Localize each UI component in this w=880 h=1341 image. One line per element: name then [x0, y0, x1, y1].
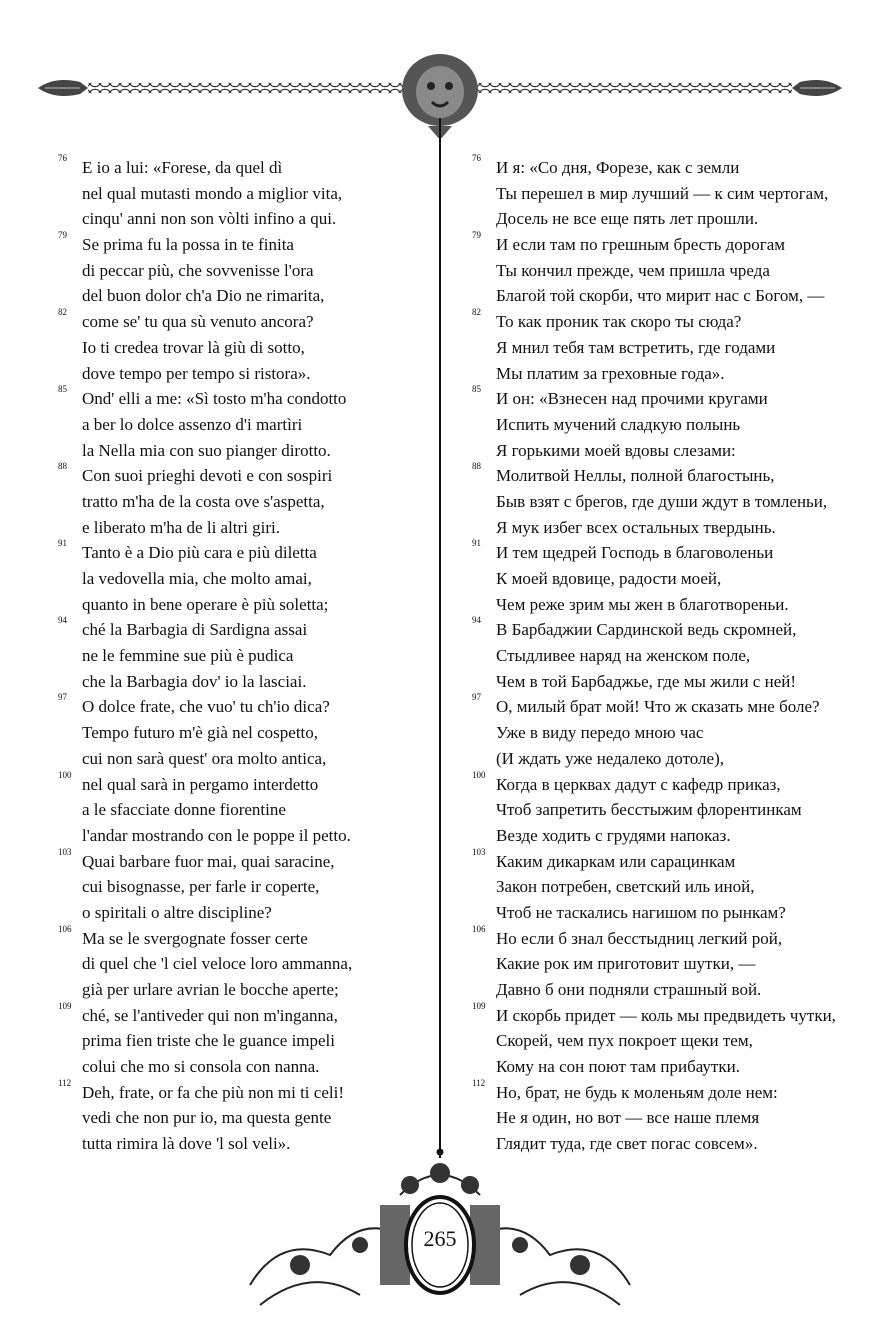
- verse-line: ne le femmine sue più è pudica: [82, 646, 294, 666]
- page-number: 265: [423, 1226, 457, 1251]
- verse-line: quanto in bene operare è più soletta;: [82, 594, 329, 614]
- verse-line: ché, se l'antiveder qui non m'inganna,: [82, 1005, 338, 1025]
- verse-line: vedi che non pur io, ma questa gente: [82, 1108, 332, 1128]
- verse-number: 109: [472, 1000, 486, 1011]
- verse-number: 100: [58, 769, 72, 780]
- tercet: [58, 615, 422, 694]
- tercet: [58, 461, 422, 540]
- verse-line: Досель не все еще пять лет прошли.: [496, 209, 759, 229]
- verse-number: 76: [472, 153, 481, 163]
- verse-number: 85: [58, 384, 67, 395]
- verse-number: 112: [58, 1077, 72, 1088]
- verse-line: Не я один, но вот — все наше племя: [496, 1108, 760, 1128]
- verse-line: colui che mo si consola con nanna.: [82, 1057, 320, 1077]
- verse-line: cinqu' anni non son vòlti infino a qui.: [82, 209, 337, 229]
- verse-line: Я мук избег всех остальных твердынь.: [496, 517, 776, 537]
- verse-line: Глядит туда, где свет погас совсем».: [496, 1134, 758, 1154]
- verse-line: Con suoi prieghi devoti e con sospiri: [82, 466, 333, 486]
- verse-line: O dolce frate, che vuo' tu ch'io dica?: [82, 697, 330, 717]
- verse-line: la Nella mia con suo pianger dirotto.: [82, 440, 331, 460]
- verse-line: o spiritali o altre discipline?: [82, 902, 272, 922]
- tercet: [472, 153, 856, 232]
- tercet: [58, 384, 422, 463]
- verse-line: tutta rimira là dove 'l sol veli».: [82, 1134, 291, 1154]
- verse-line: nel qual sarà in pergamo interdetto: [82, 774, 319, 794]
- verse-number: 76: [58, 153, 67, 163]
- right-finial-icon: [792, 80, 842, 96]
- column-divider: [436, 118, 444, 1158]
- verse-line: dove tempo per tempo si ristora».: [82, 363, 311, 383]
- verse-line: Стыдливее наряд на женском поле,: [496, 646, 751, 666]
- left-finial-icon: [38, 80, 88, 96]
- verse-number: 91: [58, 538, 67, 549]
- verse-line: Ты кончил прежде, чем пришла чреда: [496, 260, 770, 280]
- verse-line: И я: «Со дня, Форезе, как с земли: [496, 158, 740, 177]
- verse-number: 94: [58, 615, 67, 626]
- verse-line: Quai barbare fuor mai, quai saracine,: [82, 851, 335, 871]
- verse-line: e liberato m'ha de li altri giri.: [82, 517, 281, 537]
- verse-line: la vedovella mia, che molto amai,: [82, 569, 312, 588]
- verse-line: Чтоб не таскались нагишом по рынкам?: [496, 902, 786, 922]
- tercet: [58, 923, 422, 1003]
- tercet: [472, 1077, 856, 1157]
- verse-line: Молитвой Неллы, полной благостынь,: [496, 466, 775, 486]
- tercet: [472, 1000, 856, 1080]
- verse-number: 100: [472, 769, 486, 780]
- verse-line: И он: «Взнесен над прочими кругами: [496, 389, 768, 409]
- verse-line: come se' tu qua sù venuto ancora?: [82, 312, 314, 332]
- tercet: [58, 307, 422, 386]
- verse-number: 97: [58, 692, 67, 703]
- verse-line: Скорей, чем пух покроет щеки тем,: [496, 1031, 753, 1051]
- verse-line: di peccar più, che sovvenisse l'ora: [82, 260, 314, 280]
- verse-line: То как проник так скоро ты сюда?: [496, 312, 742, 332]
- verse-line: Быв взят с брегов, где души ждут в томленьи,: [496, 491, 828, 511]
- verse-number: 88: [472, 461, 481, 472]
- tercet: [472, 846, 856, 926]
- verse-line: Мы платим за греховные года».: [496, 363, 725, 383]
- verse-line: Ond' elli a me: «Sì tosto m'ha condotto: [82, 389, 347, 409]
- verse-line: E io a lui: «Forese, da quel dì: [82, 158, 283, 177]
- tercet: [58, 1000, 422, 1080]
- verse-line: Чтоб запретить бесстыжим флорентинкам: [496, 800, 802, 820]
- verse-line: prima fien triste che le guance impeli: [82, 1031, 336, 1051]
- verse-number: 88: [58, 461, 67, 472]
- verse-line: Когда в церквах дадут с кафедр приказ,: [496, 774, 781, 794]
- verse-number: 106: [472, 923, 486, 934]
- verse-line: Каким дикаркам или сарацинкам: [496, 851, 736, 871]
- verse-line: Io ti credea trovar là giù di sotto,: [82, 337, 305, 357]
- verse-line: Ты перешел в мир лучший — к сим чертогам,: [496, 183, 829, 203]
- tercet: [58, 692, 422, 771]
- verse-line: Какие рок им приготовит шутки, —: [496, 954, 756, 974]
- verse-number: 79: [472, 230, 481, 241]
- verse-line: cui non sarà quest' ora molto antica,: [82, 748, 327, 768]
- verse-line: del buon dolor ch'a Dio ne rimarita,: [82, 286, 325, 306]
- tercet: [472, 461, 856, 540]
- tercet: [472, 230, 856, 309]
- verse-line: Tempo futuro m'è già nel cospetto,: [82, 723, 319, 743]
- verse-number: 97: [472, 692, 481, 703]
- verse-line: cui bisognasse, per farle ir coperte,: [82, 877, 320, 897]
- verse-line: Deh, frate, or fa che più non mi ti celi!: [82, 1082, 344, 1102]
- verse-line: Везде ходить с грудями напоказ.: [496, 825, 731, 845]
- tercet: [58, 538, 422, 617]
- tercet: [58, 846, 422, 926]
- verse-line: Se prima fu la possa in te finita: [82, 235, 294, 255]
- verse-line: И скорбь придет — коль мы предвидеть чутки,: [496, 1005, 836, 1025]
- verse-line: Чем реже зрим мы жен в благотвореньи.: [496, 594, 789, 614]
- tercet: [58, 769, 422, 849]
- tercet: [472, 615, 856, 694]
- verse-number: 79: [58, 230, 67, 241]
- verse-line: И если там по грешным бресть дорогам: [496, 235, 786, 255]
- verse-line: (И ждать уже недалеко дотоле),: [496, 748, 724, 768]
- verse-number: 82: [58, 307, 67, 318]
- verse-line: Я горькими моей вдовы слезами:: [496, 440, 736, 460]
- verse-line: Ma se le svergognate fosser certe: [82, 928, 308, 948]
- tercet: [58, 153, 422, 232]
- verse-number: 91: [472, 538, 481, 549]
- verse-number: 94: [472, 615, 481, 626]
- tercet: [472, 538, 856, 617]
- italian-column: [58, 153, 422, 1157]
- verse-line: di quel che 'l ciel veloce loro ammanna,: [82, 954, 353, 974]
- verse-line: che la Barbagia dov' io la lasciai.: [82, 671, 307, 691]
- tercet: [472, 384, 856, 463]
- verse-line: Но, брат, не будь к моленьям доле нем:: [496, 1082, 778, 1102]
- verse-line: К моей вдовице, радости моей,: [496, 569, 722, 588]
- verse-number: 103: [472, 846, 486, 857]
- tercet: [472, 307, 856, 386]
- verse-line: nel qual mutasti mondo a miglior vita,: [82, 183, 343, 203]
- tercet: [58, 230, 422, 309]
- verse-line: Уже в виду передо мною час: [496, 723, 704, 743]
- verse-number: 109: [58, 1000, 72, 1011]
- verse-line: Tanto è a Dio più cara e più diletta: [82, 543, 317, 563]
- verse-line: В Барбаджии Сардинской ведь скромней,: [496, 620, 797, 640]
- russian-column: [472, 153, 856, 1157]
- tercet: [58, 1077, 422, 1157]
- verse-number: 106: [58, 923, 72, 934]
- tercet: [472, 769, 856, 849]
- verse-line: già per urlare avrian le bocche aperte;: [82, 980, 339, 999]
- verse-line: a ber lo dolce assenzo d'i martìri: [82, 414, 303, 434]
- verse-number: 112: [472, 1077, 486, 1088]
- verse-line: Чем в той Барбаджье, где мы жили с ней!: [496, 671, 796, 691]
- verse-line: l'andar mostrando con le poppe il petto.: [82, 825, 351, 845]
- verse-number: 103: [58, 846, 72, 857]
- verse-line: ché la Barbagia di Sardigna assai: [82, 620, 308, 640]
- verse-line: Я мнил тебя там встретить, где годами: [496, 337, 776, 357]
- verse-line: Благой той скорби, что мирит нас с Богом, —: [496, 286, 825, 306]
- tercet: [472, 692, 856, 771]
- verse-line: tratto m'ha de la costa ove s'aspetta,: [82, 491, 325, 511]
- verse-line: a le sfacciate donne fiorentine: [82, 800, 286, 820]
- verse-line: Давно б они подняли страшный вой.: [496, 980, 762, 999]
- tercet: [472, 923, 856, 1003]
- verse-line: Испить мучений сладкую полынь: [496, 414, 741, 434]
- verse-line: И тем щедрей Господь в благоволеньи: [496, 543, 774, 563]
- verse-line: Закон потребен, светский иль иной,: [496, 877, 755, 897]
- verse-line: О, милый брат мой! Что ж сказать мне боле?: [496, 697, 820, 717]
- verse-number: 85: [472, 384, 481, 395]
- verse-number: 82: [472, 307, 481, 318]
- verse-line: Кому на сон поют там прибаутки.: [496, 1057, 740, 1077]
- verse-line: Но если б знал бесстыдниц легкий рой,: [496, 928, 783, 948]
